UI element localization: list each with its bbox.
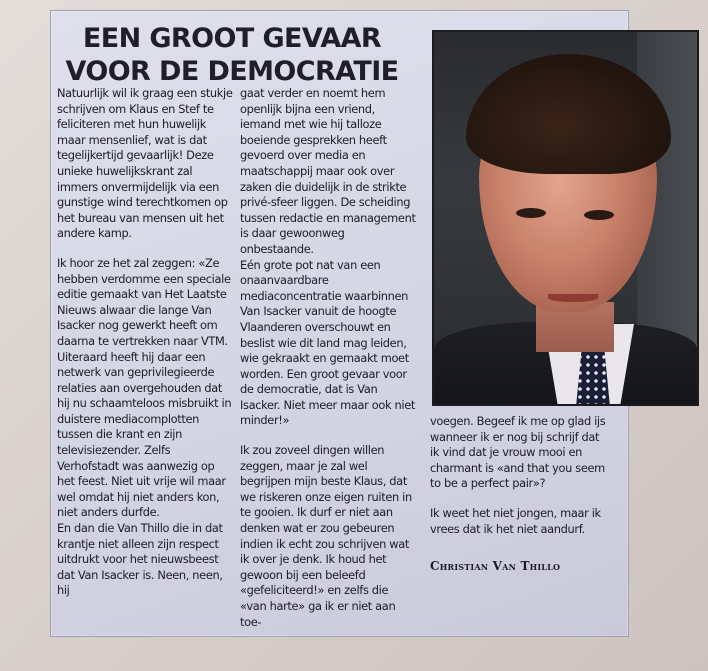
headline	[52, 22, 412, 88]
portrait-eye	[584, 210, 614, 220]
headline-line-1: EEN GROOT GEVAAR	[82, 23, 382, 54]
paragraph: Eén grote pot nat van een onaanvaardbare mediaconcentratie waarbinnen Van Isacker vanuit de hoogte Vlaanderen overschouwt en beslist wie dit land mag leiden, wie gekraakt en gemaakt moet worden. Een groot gevaar voor de democratie, dat is Van Isacker. Niet meer maar ook niet minder!»	[240, 257, 415, 428]
author-portrait-photo	[432, 30, 699, 406]
paragraph: voegen. Begeef ik me op glad ijs wanneer ik er nog bij schrijf dat ik vind dat je vrouw mooi en charmant is «and that you seem to be a perfect pair»?	[430, 414, 606, 491]
portrait-mouth	[548, 294, 598, 302]
paragraph: gaat verder en noemt hem openlijk bijna een vriend, iemand met wie hij talloze boeiende gesprekken heeft gevoerd over media en maatschappij maar ook over zaken die duidelijk in de strikte privé-sfeer liggen. De scheiding tussen redactie en management is daar gewoonweg onbestaande.	[240, 86, 416, 256]
portrait-eye	[516, 208, 546, 218]
article-column-3	[430, 414, 610, 575]
article-column-2	[240, 86, 416, 644]
author-byline: Christian Van Thillo	[430, 559, 561, 574]
paragraph: Ik zou zoveel dingen willen zeggen, maar je zal wel begrijpen mijn beste Klaus, dat we riskeren onze eigen ruiten in te gooien. Ik durf er niet aan denken wat er zou gebeuren indien ik echt zou schrijven wat ik over je denk. Ik houd het gewoon bij een beleefd «gefeliciteerd!» en zelfs die «van harte» ga ik er niet aan toe-	[240, 443, 412, 629]
paragraph: Ik hoor ze het zal zeggen: «Ze hebben verdomme een speciale editie gemaakt van Het Laatste Nieuws alwaar die lange Van Isacker nog gewerkt heeft om daarna te vertrekken naar VTM. Uiteraard heeft hij daar een netwerk van geprivilegieerde relaties aan overgehouden dat hij nu schaamteloos misbruikt in duistere mediacomplotten tussen die krant en zijn televisiezender. Zelfs Verhofstadt was aanwezig op het feest. Niet uit vrije wil maar wel omdat hij niet anders kon, niet anders durfde.	[57, 255, 232, 520]
paragraph: En dan die Van Thillo die in dat krantje niet alleen zijn respect uitdrukt voor het nieuwsbeest dat Van Isacker is. Neen, neen, hij	[57, 521, 223, 598]
article-column-1	[57, 86, 233, 613]
paragraph: Ik weet het niet jongen, maar ik vrees dat ik het niet aandurf.	[430, 505, 601, 536]
headline-line-2: VOOR DE DEMOCRATIE	[65, 56, 399, 87]
paragraph: Natuurlijk wil ik graag een stukje schrijven om Klaus en Stef te feliciteren met hun huwelijk maar mensenlief, wat is dat tegelijkertijd gevaarlijk! Deze unieke huwelijkskrant zal immers onvermijdelijk via een gunstige wind terechtkomen op het bureau van mensen uit het andere kamp.	[57, 86, 233, 241]
